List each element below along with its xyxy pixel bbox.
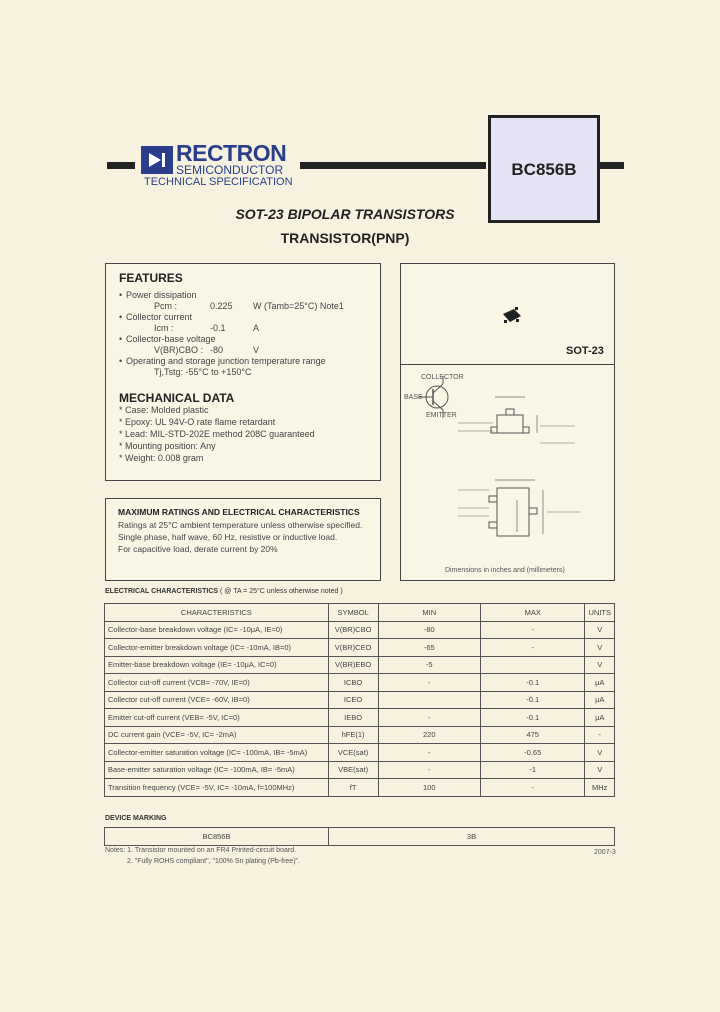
table-row: [105, 709, 615, 727]
characteristic-cell: Base-emitter saturation voltage (IC= -100mA, IB= -5mA): [105, 761, 329, 779]
unit-cell: V: [585, 656, 615, 674]
characteristic-cell: Collector-emitter breakdown voltage (IC= -10mA, IB=0): [105, 639, 329, 657]
device-marking-caption: DEVICE MARKING: [105, 815, 167, 822]
mechanical-heading: MECHANICAL DATA: [119, 391, 235, 405]
unit-cell: -: [585, 726, 615, 744]
mechanical-item: * Case: Molded plastic: [119, 405, 209, 415]
unit-cell: V: [585, 744, 615, 762]
device-marking-table: [104, 827, 615, 846]
characteristic-cell: Emitter-base breakdown voltage (IE= -10μA, IC=0): [105, 656, 329, 674]
column-header: SYMBOL: [328, 604, 378, 622]
mechanical-item: * Mounting position: Any: [119, 441, 216, 451]
symbol-cell: ICEO: [328, 691, 378, 709]
min-cell: [378, 691, 480, 709]
document-date: 2007-3: [594, 849, 616, 856]
header-bar-right: [600, 162, 624, 169]
electrical-caption-note: ( @ TA = 25°C unless otherwise noted ): [220, 588, 343, 595]
bullet: •: [119, 312, 123, 322]
characteristic-cell: Collector cut-off current (VCB= -70V, IE=0): [105, 674, 329, 692]
ratings-heading: MAXIMUM RATINGS AND ELECTRICAL CHARACTERISTICS: [118, 507, 360, 517]
package-side-view: [455, 383, 585, 458]
max-cell: -0.1: [480, 709, 584, 727]
marking-code-cell: 3B: [329, 828, 615, 846]
min-cell: -: [378, 709, 480, 727]
note-line: 2. "Fully ROHS compliant", "100% Sn plating (Pb-free)".: [127, 858, 300, 865]
unit-cell: V: [585, 621, 615, 639]
technical-specification-label: TECHNICAL SPECIFICATION: [144, 176, 293, 188]
feature-label: Collector current: [126, 312, 193, 322]
unit-cell: V: [585, 639, 615, 657]
table-row: [105, 639, 615, 657]
table-row: [105, 621, 615, 639]
feature-unit: W (Tamb=25°C) Note1: [253, 301, 344, 311]
symbol-cell: fT: [328, 779, 378, 797]
ratings-line: For capacitive load, derate current by 20%: [118, 544, 278, 554]
max-cell: 475: [480, 726, 584, 744]
mechanical-item-text: Lead: MIL-STD-202E method 208C guaranteed: [125, 429, 315, 439]
table-row: [105, 744, 615, 762]
dimensions-note: Dimensions in inches and (millimeters): [445, 567, 565, 574]
symbol-cell: hFE(1): [328, 726, 378, 744]
bullet: •: [119, 290, 123, 300]
column-header: UNITS: [585, 604, 615, 622]
column-header: CHARACTERISTICS: [105, 604, 329, 622]
ratings-line: Ratings at 25°C ambient temperature unless otherwise specified.: [118, 520, 363, 530]
feature-label: Power dissipation: [126, 290, 197, 300]
pin-label-emitter: EMITTER: [426, 412, 457, 419]
max-cell: -1: [480, 761, 584, 779]
feature-symbol: Pcm :: [154, 301, 178, 311]
table-row: [105, 656, 615, 674]
max-cell: -: [480, 639, 584, 657]
part-number-box: [488, 115, 600, 223]
part-number: BC856B: [511, 160, 577, 179]
sot23-package-icon: [500, 306, 524, 326]
note-line: Notes: 1. Transistor mounted on an FR4 Printed-circuit board.: [105, 847, 297, 854]
feature-label: Operating and storage junction temperature range: [126, 356, 326, 366]
package-divider: [400, 364, 615, 365]
symbol-cell: VCE(sat): [328, 744, 378, 762]
min-cell: -5: [378, 656, 480, 674]
max-cell: -0.1: [480, 691, 584, 709]
table-row: [105, 828, 615, 846]
feature-unit: V: [253, 345, 260, 355]
electrical-caption: [105, 588, 343, 595]
bullet: •: [119, 356, 123, 366]
min-cell: 220: [378, 726, 480, 744]
header-bar-middle: [300, 162, 486, 169]
page-subtitle: TRANSISTOR(PNP): [280, 230, 410, 246]
feature-symbol: Tj,Tstg: -55°C to +150°C: [154, 367, 252, 377]
characteristic-cell: Collector cut-off current (VCE= -60V, IB=0): [105, 691, 329, 709]
characteristic-cell: Collector-emitter saturation voltage (IC= -100mA, IB= -5mA): [105, 744, 329, 762]
symbol-cell: VBE(sat): [328, 761, 378, 779]
features-heading: FEATURES: [119, 271, 183, 285]
min-cell: -80: [378, 621, 480, 639]
unit-cell: μA: [585, 691, 615, 709]
mechanical-item-text: Mounting position: Any: [125, 441, 216, 451]
characteristic-cell: DC current gain (VCE= -5V, IC= -2mA): [105, 726, 329, 744]
min-cell: 100: [378, 779, 480, 797]
brand-subtitle: SEMICONDUCTOR: [176, 163, 284, 177]
header-bar-left: [107, 162, 135, 169]
brand-name: RECTRON: [176, 140, 287, 166]
min-cell: -: [378, 674, 480, 692]
symbol-cell: V(BR)CEO: [328, 639, 378, 657]
marking-part-cell: BC856B: [105, 828, 329, 846]
max-cell: -0.65: [480, 744, 584, 762]
table-row: [105, 674, 615, 692]
min-cell: -65: [378, 639, 480, 657]
table-row: [105, 726, 615, 744]
symbol-cell: V(BR)CBO: [328, 621, 378, 639]
max-cell: -: [480, 621, 584, 639]
characteristic-cell: Emitter cut-off current (VEB= -5V, IC=0): [105, 709, 329, 727]
table-row: [105, 779, 615, 797]
mechanical-item-text: Epoxy: UL 94V-O rate flame retardant: [125, 417, 276, 427]
mechanical-item: * Epoxy: UL 94V-O rate flame retardant: [119, 417, 276, 427]
unit-cell: V: [585, 761, 615, 779]
unit-cell: μA: [585, 709, 615, 727]
feature-label: Collector-base voltage: [126, 334, 216, 344]
bullet: •: [119, 334, 123, 344]
feature-value: -0.1: [210, 323, 226, 333]
min-cell: -: [378, 744, 480, 762]
table-row: [105, 691, 615, 709]
feature-value: -80: [210, 345, 224, 355]
mechanical-item-text: Weight: 0.008 gram: [125, 453, 204, 463]
rectron-logo-icon: [141, 146, 173, 174]
pin-label-base: BASE: [404, 394, 423, 401]
symbol-cell: V(BR)EBO: [328, 656, 378, 674]
symbol-cell: ICBO: [328, 674, 378, 692]
electrical-caption-title: ELECTRICAL CHARACTERISTICS: [105, 588, 219, 595]
electrical-characteristics-table: [104, 603, 615, 797]
mechanical-item: * Lead: MIL-STD-202E method 208C guaranteed: [119, 429, 315, 439]
unit-cell: μA: [585, 674, 615, 692]
min-cell: -: [378, 761, 480, 779]
characteristic-cell: Transition frequency (VCE= -5V, IC= -10mA, f=100MHz): [105, 779, 329, 797]
column-header: MIN: [378, 604, 480, 622]
max-cell: -: [480, 779, 584, 797]
package-top-view: [455, 470, 585, 545]
column-header: MAX: [480, 604, 584, 622]
feature-value: 0.225: [210, 301, 233, 311]
characteristic-cell: Collector-base breakdown voltage (IC= -10μA, IE=0): [105, 621, 329, 639]
page-title: SOT-23 BIPOLAR TRANSISTORS: [235, 206, 455, 222]
pin-label-collector: COLLECTOR: [421, 374, 464, 381]
table-row: [105, 761, 615, 779]
unit-cell: MHz: [585, 779, 615, 797]
feature-symbol: V(BR)CBO :: [154, 345, 204, 355]
table-header-row: [105, 604, 615, 622]
ratings-line: Single phase, half wave, 60 Hz, resistive or inductive load.: [118, 532, 338, 542]
max-cell: -0.1: [480, 674, 584, 692]
mechanical-item-text: Case: Molded plastic: [125, 405, 209, 415]
package-label: SOT-23: [566, 345, 604, 357]
mechanical-item: * Weight: 0.008 gram: [119, 453, 204, 463]
symbol-cell: IEBO: [328, 709, 378, 727]
feature-unit: A: [253, 323, 260, 333]
feature-symbol: Icm :: [154, 323, 174, 333]
max-cell: [480, 656, 584, 674]
